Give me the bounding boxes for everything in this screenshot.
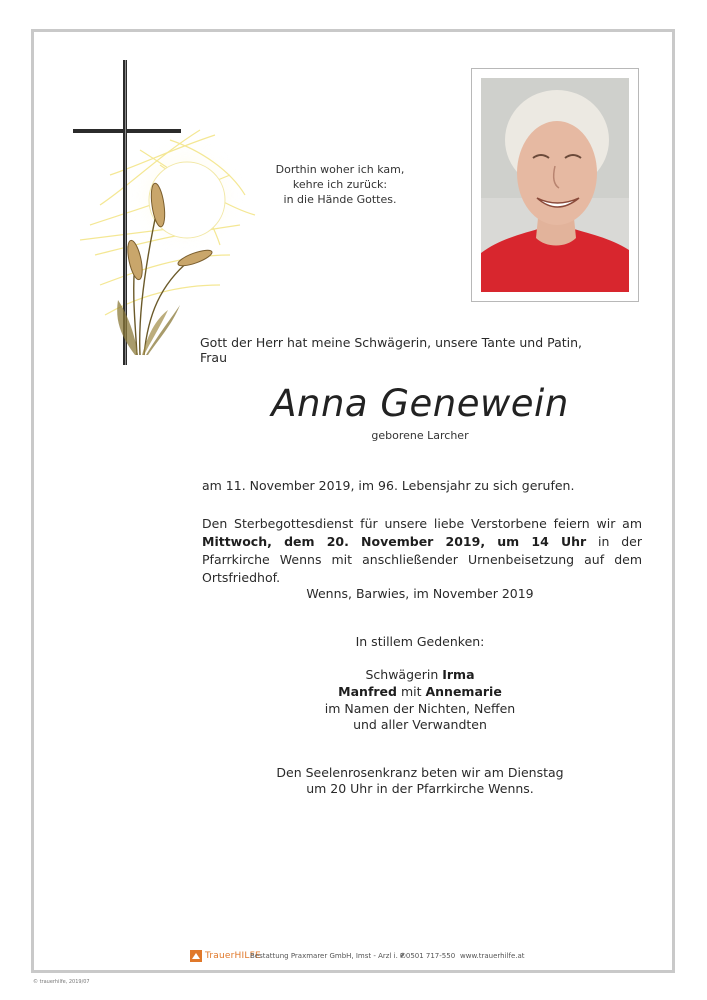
deceased-name: Anna Genewein <box>271 382 569 425</box>
website-link[interactable]: www.trauerhilfe.at <box>460 952 525 960</box>
copyright: © trauerhilfe, 2019/07 <box>33 979 90 985</box>
mourner-line: im Namen der Nichten, Neffen <box>324 701 516 716</box>
service-text: Den Sterbegottesdienst für unsere liebe Verstorbene feiern wir am <box>202 516 642 531</box>
maiden-name: geborene Larcher <box>371 429 469 442</box>
mourner-name: Manfred <box>338 684 397 699</box>
rosary-line: um 20 Uhr in der Pfarrkirche Wenns. <box>306 781 534 796</box>
phone-number: ✆0501 717-550 <box>400 952 456 960</box>
rosary-line: Den Seelenrosenkranz beten wir am Dienstag <box>276 765 564 780</box>
quote-line: kehre ich zurück: <box>292 178 388 191</box>
quote-line: Dorthin woher ich kam, <box>275 163 405 176</box>
trauerhilfe-logo-icon <box>190 950 202 962</box>
brand-name: TrauerHILFE <box>205 951 261 961</box>
mourner-text: mit <box>396 684 426 699</box>
mourning-heading: In stillem Gedenken: <box>355 634 485 649</box>
mourner-line: und aller Verwandten <box>353 717 487 732</box>
quote-line: in die Hände Gottes. <box>283 193 397 206</box>
service-paragraph <box>202 515 642 587</box>
intro-text: Gott der Herr hat meine Schwägerin, unsere Tante und Patin, Frau <box>200 335 583 365</box>
mourner-line <box>200 666 640 684</box>
service-text: in der Pfarrkirche Wenns mit anschließender Urnenbeisetzung auf dem Ortsfriedhof. <box>202 534 642 585</box>
mourner-line <box>200 683 640 701</box>
footer <box>190 950 550 964</box>
death-notice: am 11. November 2019, im 96. Lebensjahr zu sich gerufen. <box>202 478 575 493</box>
mourner-name: Irma <box>442 667 475 682</box>
place-date: Wenns, Barwies, im November 2019 <box>306 586 534 601</box>
portrait-photo <box>481 78 629 292</box>
mourner-name: Annemarie <box>425 684 502 699</box>
service-date: Mittwoch, dem 20. November 2019, um 14 Uhr <box>202 534 587 549</box>
portrait-frame <box>471 68 639 302</box>
company-name: Bestattung Praxmarer GmbH, Imst - Arzl i. P. <box>250 952 406 960</box>
mourner-text: Schwägerin <box>365 667 443 682</box>
bible-quote <box>240 162 440 207</box>
